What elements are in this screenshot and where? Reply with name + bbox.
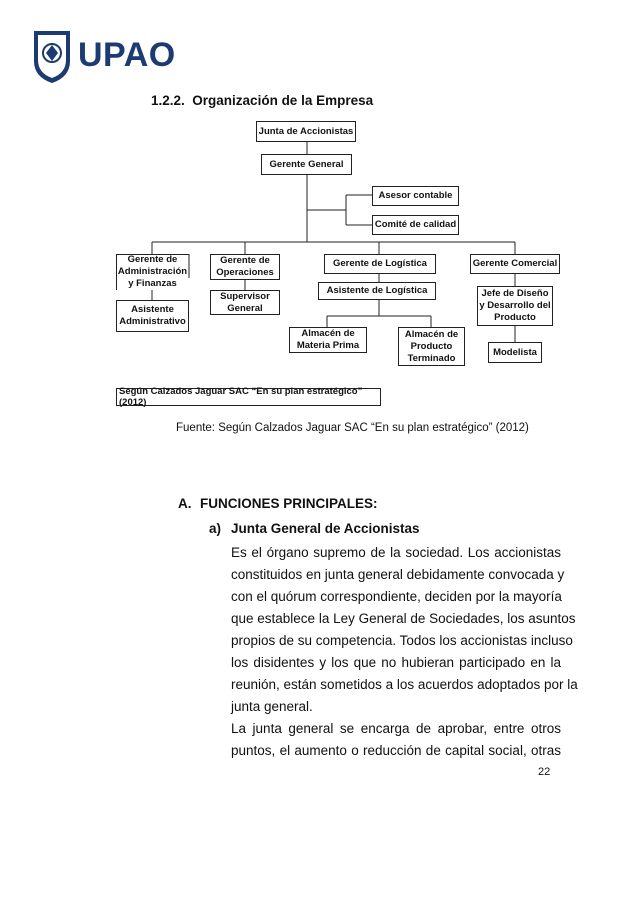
org-box-gerente-comercial [470, 254, 560, 274]
paragraph-line: con el quórum correspondiente, deciden por la mayoría [231, 589, 562, 604]
org-box-gerente-logistica [324, 254, 436, 274]
org-label-line: y Finanzas [128, 278, 177, 289]
org-box-comite [372, 215, 459, 235]
org-box-gerente-operaciones [210, 254, 280, 280]
org-box-asesor [372, 186, 459, 206]
org-label-line: Gerente de [127, 254, 178, 265]
org-box-jefe-diseno [477, 286, 553, 326]
org-label-modelista: Modelista [493, 346, 537, 358]
org-label-gerente-comercial: Gerente Comercial [472, 258, 558, 269]
upao-logo-text: UPAO [78, 36, 176, 74]
paragraph-line: que establece la Ley General de Sociedades, los asuntos [231, 611, 576, 626]
org-box-gerente-general [261, 154, 352, 175]
paragraph-line: los disidentes y los que no hubieran participado en la [231, 655, 561, 670]
org-label-asesor: Asesor contable [378, 190, 453, 201]
org-box-modelista [488, 342, 542, 363]
paragraph-line: junta general. [231, 699, 313, 714]
source-note: Fuente: Según Calzados Jaguar SAC “En su plan estratégico” (2012) [176, 422, 529, 434]
subheading-junta [209, 521, 420, 536]
org-label-line: Almacén de [301, 328, 355, 339]
org-box-junta [256, 121, 356, 142]
subheading-letter: a) [209, 521, 222, 536]
paragraph-line: propios de su competencia. Todos los accionistas incluso [231, 633, 573, 648]
paragraph-line: reunión, están sometidos a los acuerdos adoptados por la [231, 677, 578, 692]
org-label-line: Supervisor [220, 290, 270, 302]
org-label-line: Almacén de [404, 328, 459, 340]
paragraph-junta [231, 542, 578, 718]
org-label-line: Asistente [131, 304, 174, 315]
org-label-line: y Desarrollo del [479, 300, 551, 311]
heading-letter: A. [178, 496, 192, 511]
subheading-title: Junta General de Accionistas [231, 521, 420, 536]
org-label-comite: Comité de calidad [374, 219, 457, 230]
org-label-line: Jefe de Diseño [481, 288, 549, 299]
org-label-line: Terminado [407, 352, 456, 364]
org-label-line: Producto [494, 312, 536, 323]
paragraph-line: Es el órgano supremo de la sociedad. Los accionistas [231, 545, 561, 560]
org-label-line: Administrativo [119, 316, 186, 327]
org-label-line: Administración [117, 266, 188, 277]
org-label-asistente-logistica: Asistente de Logística [326, 285, 428, 296]
org-label-gerente-general: Gerente General [269, 158, 344, 170]
org-label-gerente-logistica: Gerente de Logística [333, 258, 427, 269]
org-label-line: General [227, 302, 263, 314]
org-chart-connectors [0, 0, 638, 420]
org-box-gerente-admin-border [116, 254, 190, 291]
org-label-line: Producto [410, 340, 453, 352]
org-chart-caption: Según Calzados Jaguar SAC “En su plan estratégico” (2012) [116, 388, 381, 406]
org-box-asistente-admin [116, 300, 189, 332]
org-label-line: Materia Prima [296, 340, 360, 351]
paragraph-line: constituidos en junta general debidamente convocada y [231, 567, 565, 582]
org-box-almacen-mp [289, 327, 367, 353]
page-number: 22 [538, 766, 551, 778]
heading-funciones [178, 496, 378, 511]
paragraph-line: puntos, el aumento o reducción de capital social, otras [231, 743, 561, 758]
org-box-almacen-pt [398, 327, 465, 366]
paragraph-line: La junta general se encarga de aprobar, entre otros [231, 721, 561, 736]
org-label-line: Operaciones [216, 267, 274, 278]
section-title-text: Organización de la Empresa [192, 93, 374, 108]
org-label-line: Gerente de [220, 255, 270, 266]
org-box-supervisor [210, 290, 280, 315]
section-number: 1.2.2. [151, 93, 185, 108]
heading-title: FUNCIONES PRINCIPALES: [200, 496, 378, 511]
paragraph-junta-2 [231, 718, 561, 762]
org-label-junta: Junta de Accionistas [258, 125, 354, 137]
org-box-asistente-logistica [318, 282, 436, 300]
